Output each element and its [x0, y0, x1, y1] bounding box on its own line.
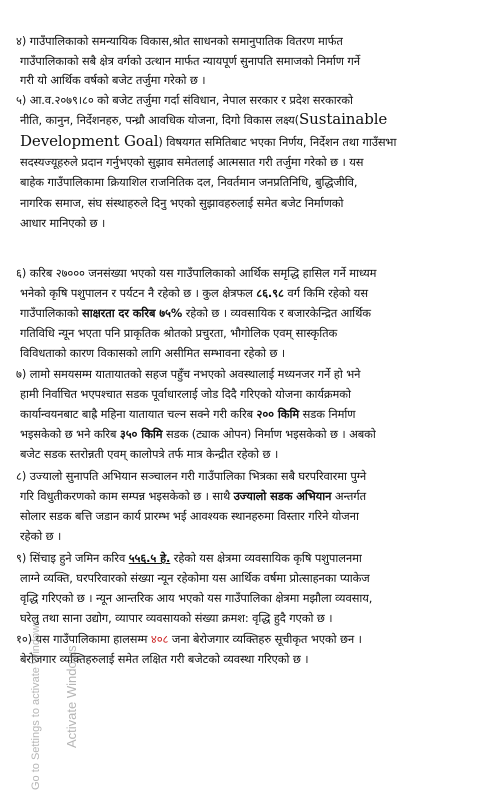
document-line — [16, 469, 366, 483]
text-segment: ) विषयगत समितिबाट भएका निर्णय, निर्देशन तथा गाउँसभा — [158, 135, 397, 149]
text-segment: ८) उज्यालो सुनापति अभियान सञ्चालन गरी गाउँपालिका भित्रका सबै घरपरिवारमा पुग्ने — [16, 469, 367, 483]
document-line — [20, 407, 355, 421]
document-line — [20, 447, 278, 461]
text-segment: ५) आ.व.२०७९।८० को बजेट तर्जुमा गर्दा संविधान, नेपाल सरकार र प्रदेश सरकारको — [16, 93, 353, 107]
text-segment: बेरोजगार व्यक्तिहरुलाई समेत लक्षित गरी बजेटको व्यवस्था गरिएको छ । — [20, 652, 309, 666]
document-line — [20, 286, 368, 300]
document-line — [20, 326, 337, 340]
document-line — [16, 367, 360, 381]
text-segment: ९) सिंचाइ हुने जमिन करिव — [16, 551, 129, 565]
emphasized-text: २०० किमि — [256, 407, 300, 421]
document-line — [20, 489, 366, 503]
document-line — [20, 196, 343, 210]
emphasized-text: Sustainable — [298, 110, 388, 128]
document-line — [20, 427, 376, 441]
text-segment: सोलार सडक बत्ति जडान कार्य प्रारम्भ भई आवश्यक स्थानहरुमा विस्तार गरिने योजना — [20, 509, 359, 523]
document-line — [20, 611, 333, 625]
text-segment: हामी निर्वाचित भएपश्चात सडक पूर्वाधारलाई जोड दिदै गरिएको योजना कार्यक्रमको — [20, 387, 351, 401]
text-segment: आधार मानिएको छ । — [20, 216, 106, 230]
text-segment: नीति, कानुन, निर्देशनहरु, पन्ध्रौ आवधिक योजना, दिगो विकास लक्ष्य( — [20, 113, 299, 127]
activate-windows-watermark: Activate Windows — [64, 645, 79, 748]
document-line — [20, 387, 351, 401]
text-segment: नागरिक समाज, संघ संस्थाहरुले दिनु भएको सुझावहरुलाई समेत बजेट निर्माणको — [20, 196, 344, 210]
text-segment: गाउँपालिकाको — [20, 306, 83, 320]
emphasized-text: ४०८ — [150, 632, 169, 646]
text-segment: कार्यान्वयनबाट बाह्रै महिना यातायात चल्न सक्ने गरी करिब — [20, 407, 257, 421]
emphasized-text: Development Goal — [20, 132, 159, 150]
document-line — [16, 266, 376, 280]
text-segment: सदस्यज्यूहरुले प्रदान गर्नुभएको सुझाव समेतलाई आत्मसात गरी तर्जुमा गरेको छ । यस — [20, 155, 364, 169]
text-segment: ७) लामो समयसम्म यातायातको सहज पहुँच नभएको अवस्थालाई मध्यनजर गर्ने हो भने — [16, 367, 361, 381]
text-segment: लाग्ने व्यक्ति, घरपरिवारको संख्या न्यून रहेकोमा यस आर्थिक वर्षमा प्रोत्साहनका प्याकेज — [20, 571, 370, 585]
document-line — [20, 346, 285, 360]
document-line — [20, 591, 372, 605]
emphasized-text: ८६.९८ — [256, 286, 284, 300]
text-segment: ६) करिब २७००० जनसंख्या भएको यस गाउँपालिकाको आर्थिक समृद्धि हासिल गर्ने माध्यम — [16, 266, 377, 280]
emphasized-text: उज्यालो सडक अभियान — [233, 489, 332, 503]
document-line — [20, 155, 363, 169]
text-segment: गरि विधुतीकरणको काम सम्पन्न भइसकेको छ । साथै — [20, 489, 234, 503]
document-line — [16, 632, 362, 646]
text-segment: गतिविधि न्यून भएता पनि प्राकृतिक श्रोतको प्रचुरता, भौगोलिक एवम् सास्कृतिक — [20, 326, 338, 340]
document-line — [20, 216, 105, 230]
text-segment: जना बेरोजगार व्यक्तिहरु सूचीकृत भएको छन । — [168, 632, 362, 646]
text-segment: बजेट सडक स्तरोन्नती एवम् कालोपत्रे तर्फ मात्र केन्द्रीत रहेको छ । — [20, 447, 279, 461]
document-line — [20, 112, 387, 127]
text-segment: अन्तर्गत — [331, 489, 366, 503]
document-line — [20, 571, 370, 585]
document-line — [20, 134, 396, 149]
text-segment: घरेलु तथा साना उद्योग, व्यापार व्यवसायको संख्या क्रमश: वृद्धि हुदै गएको छ । — [20, 611, 333, 625]
emphasized-text: साक्षरता दर करिब ७५% — [82, 306, 183, 320]
document-line — [20, 306, 371, 320]
text-segment: १०) यस गाउँपालिकामा हालसम्म — [16, 632, 151, 646]
text-segment: रहेको छ । — [20, 529, 62, 543]
document-line — [20, 509, 359, 523]
activate-windows-hint: Go to Settings to activate Windows. — [30, 616, 42, 790]
document-line — [16, 93, 353, 107]
document-line — [20, 54, 360, 68]
document-line — [16, 34, 343, 48]
text-segment: भइसकेको छ भने करिब — [20, 427, 120, 441]
text-segment: वर्ग किमि रहेको यस — [283, 286, 368, 300]
text-segment: बाहेक गाउँपालिकामा क्रियाशिल राजनितिक दल, निवर्तमान जनप्रतिनिधि, बुद्धिजीवि, — [20, 175, 358, 189]
document-line — [20, 73, 205, 87]
text-segment: गाउँपालिकाको सबै क्षेत्र वर्गको उत्थान मार्फत न्यायपूर्ण सुनापति समाजको निर्माण गर्ने — [20, 54, 360, 68]
document-line — [16, 551, 362, 565]
text-segment: गरी यो आर्थिक वर्षको बजेट तर्जुमा गरेको छ । — [20, 73, 206, 87]
document-line — [20, 529, 61, 543]
emphasized-text: ३५० किमि — [119, 427, 163, 441]
text-segment: विविधताको कारण विकासको लागि असीमित सम्भावना रहेको छ । — [20, 346, 286, 360]
text-segment: सडक निर्माण — [299, 407, 356, 421]
text-segment: रहेको छ । व्यवसायिक र बजारकेन्द्रित आर्थिक — [182, 306, 371, 320]
text-segment: वृद्धि गरिएको छ । न्यून आन्तरिक आय भएको यस गाउँपालिका क्षेत्रमा मझौला व्यवसाय, — [20, 591, 373, 605]
text-segment: सडक (ट्याक ओपन) निर्माण भइसकेको छ । अबको — [162, 427, 376, 441]
text-segment: भनेको कृषि पशुपालन र पर्यटन नै रहेको छ । कुल क्षेत्रफल — [20, 286, 257, 300]
text-segment: ४) गाउँपालिकाको समन्यायिक विकास,श्रोत साधनको समानुपातिक वितरण मार्फत — [16, 34, 343, 48]
document-line — [20, 175, 357, 189]
emphasized-text: ५५६.५ हे. — [128, 551, 171, 565]
text-segment: रहेको यस क्षेत्रमा व्यवसायिक कृषि पशुपालनमा — [170, 551, 362, 565]
